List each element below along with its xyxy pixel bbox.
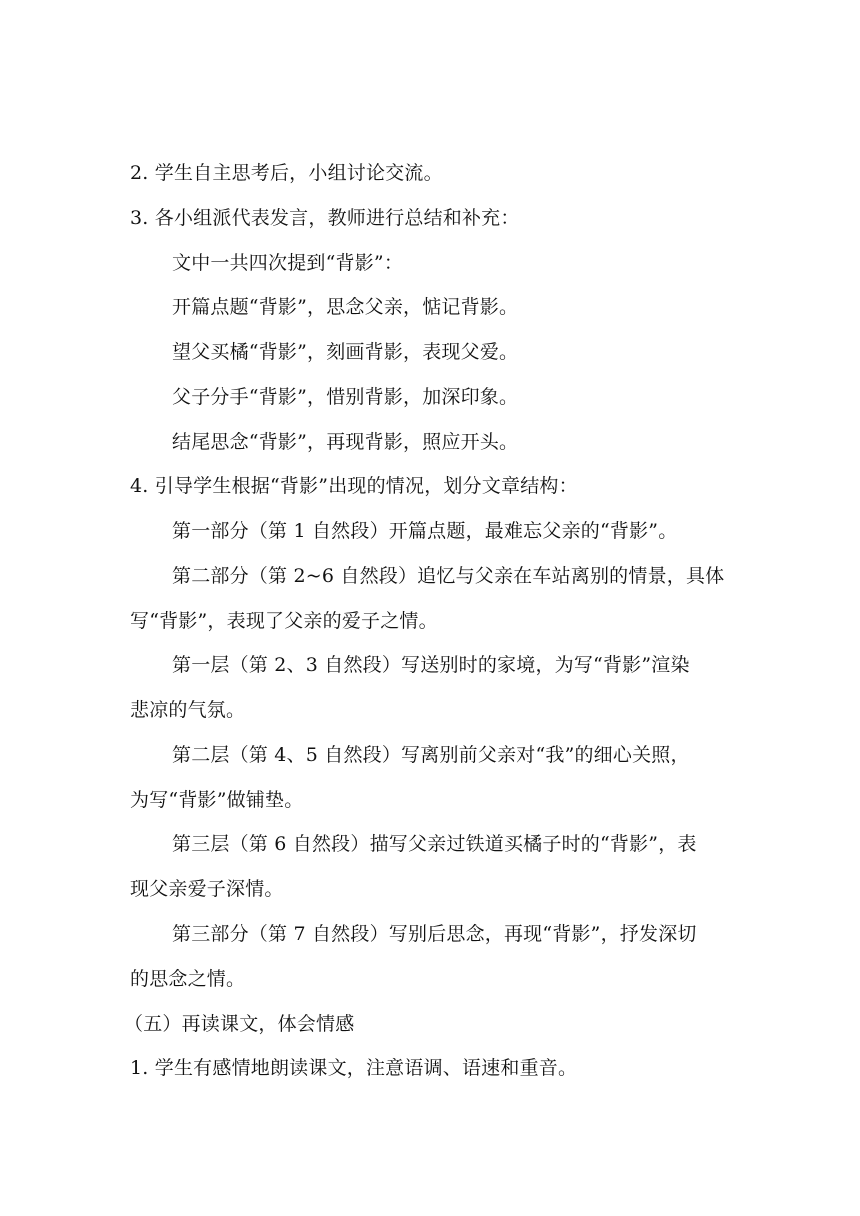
list-item-1: 1. 学生有感情地朗读课文，注意语调、语速和重音。	[130, 1057, 578, 1079]
section-heading: （五）再读课文，体会情感	[124, 1013, 355, 1035]
paragraph-layer-2-cont: 为写“背影”做铺垫。	[130, 789, 304, 811]
paragraph-layer-2: 第二层（第 4、5 自然段）写离别前父亲对“我”的细心关照，	[172, 744, 690, 766]
paragraph-part-2-cont: 写“背影”，表现了父亲的爱子之情。	[130, 610, 438, 632]
list-item-2: 2. 学生自主思考后，小组讨论交流。	[130, 162, 443, 184]
paragraph-part-2: 第二部分（第 2~6 自然段）追忆与父亲在车站离别的情景，具体	[172, 565, 725, 587]
paragraph-line: 望父买橘“背影”，刻画背影，表现父爱。	[172, 341, 519, 363]
paragraph-layer-1: 第一层（第 2、3 自然段）写送别时的家境，为写“背影”渲染	[172, 654, 690, 676]
paragraph-layer-1-cont: 悲凉的气氛。	[130, 699, 246, 721]
paragraph-part-3: 第三部分（第 7 自然段）写别后思念，再现“背影”，抒发深切	[172, 923, 697, 945]
list-item-3: 3. 各小组派代表发言，教师进行总结和补充：	[130, 207, 520, 229]
paragraph-layer-3-cont: 现父亲爱子深情。	[130, 878, 284, 900]
list-item-4: 4. 引导学生根据“背影”出现的情况，划分文章结构：	[130, 475, 578, 497]
paragraph-layer-3: 第三层（第 6 自然段）描写父亲过铁道买橘子时的“背影”，表	[172, 833, 697, 855]
paragraph-line: 结尾思念“背影”，再现背影，照应开头。	[172, 431, 519, 453]
paragraph-line: 父子分手“背影”，惜别背影，加深印象。	[172, 386, 519, 408]
paragraph-part-1: 第一部分（第 1 自然段）开篇点题，最难忘父亲的“背影”。	[172, 520, 678, 542]
paragraph-line: 开篇点题“背影”，思念父亲，惦记背影。	[172, 296, 519, 318]
paragraph-intro: 文中一共四次提到“背影”：	[172, 252, 404, 274]
paragraph-part-3-cont: 的思念之情。	[130, 968, 246, 990]
